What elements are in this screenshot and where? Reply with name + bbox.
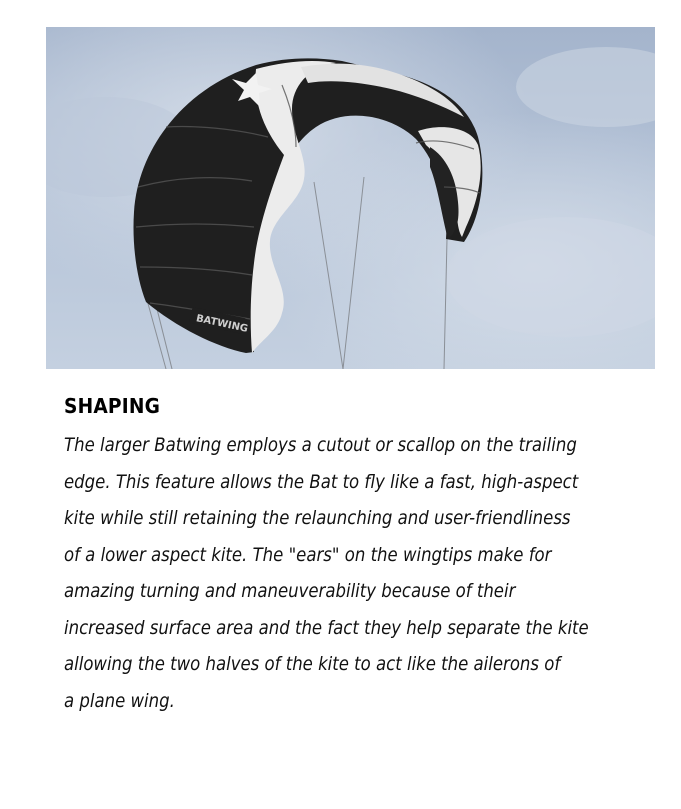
body-line: The larger Batwing employs a cutout or scallop on the trailing <box>64 434 577 456</box>
svg-text:BATWING: BATWING <box>194 313 249 335</box>
body-line: increased surface area and the fact they help separate the kite <box>64 616 589 639</box>
body-line: amazing turning and maneuverability because of their <box>64 580 516 602</box>
kite-photo <box>46 27 655 369</box>
body-line: of a lower aspect kite. The "ears" on the wingtips make for <box>64 543 552 566</box>
body-line: allowing the two halves of the kite to act like the ailerons of <box>64 653 561 675</box>
body-line: a plane wing. <box>64 689 175 712</box>
section-heading: SHAPING <box>64 394 161 418</box>
section-body <box>64 427 664 719</box>
kite-illustration <box>46 27 655 369</box>
body-line: kite while still retaining the relaunching and user-friendliness <box>64 507 571 529</box>
body-line: edge. This feature allows the Bat to fly like a fast, high-aspect <box>64 470 579 493</box>
